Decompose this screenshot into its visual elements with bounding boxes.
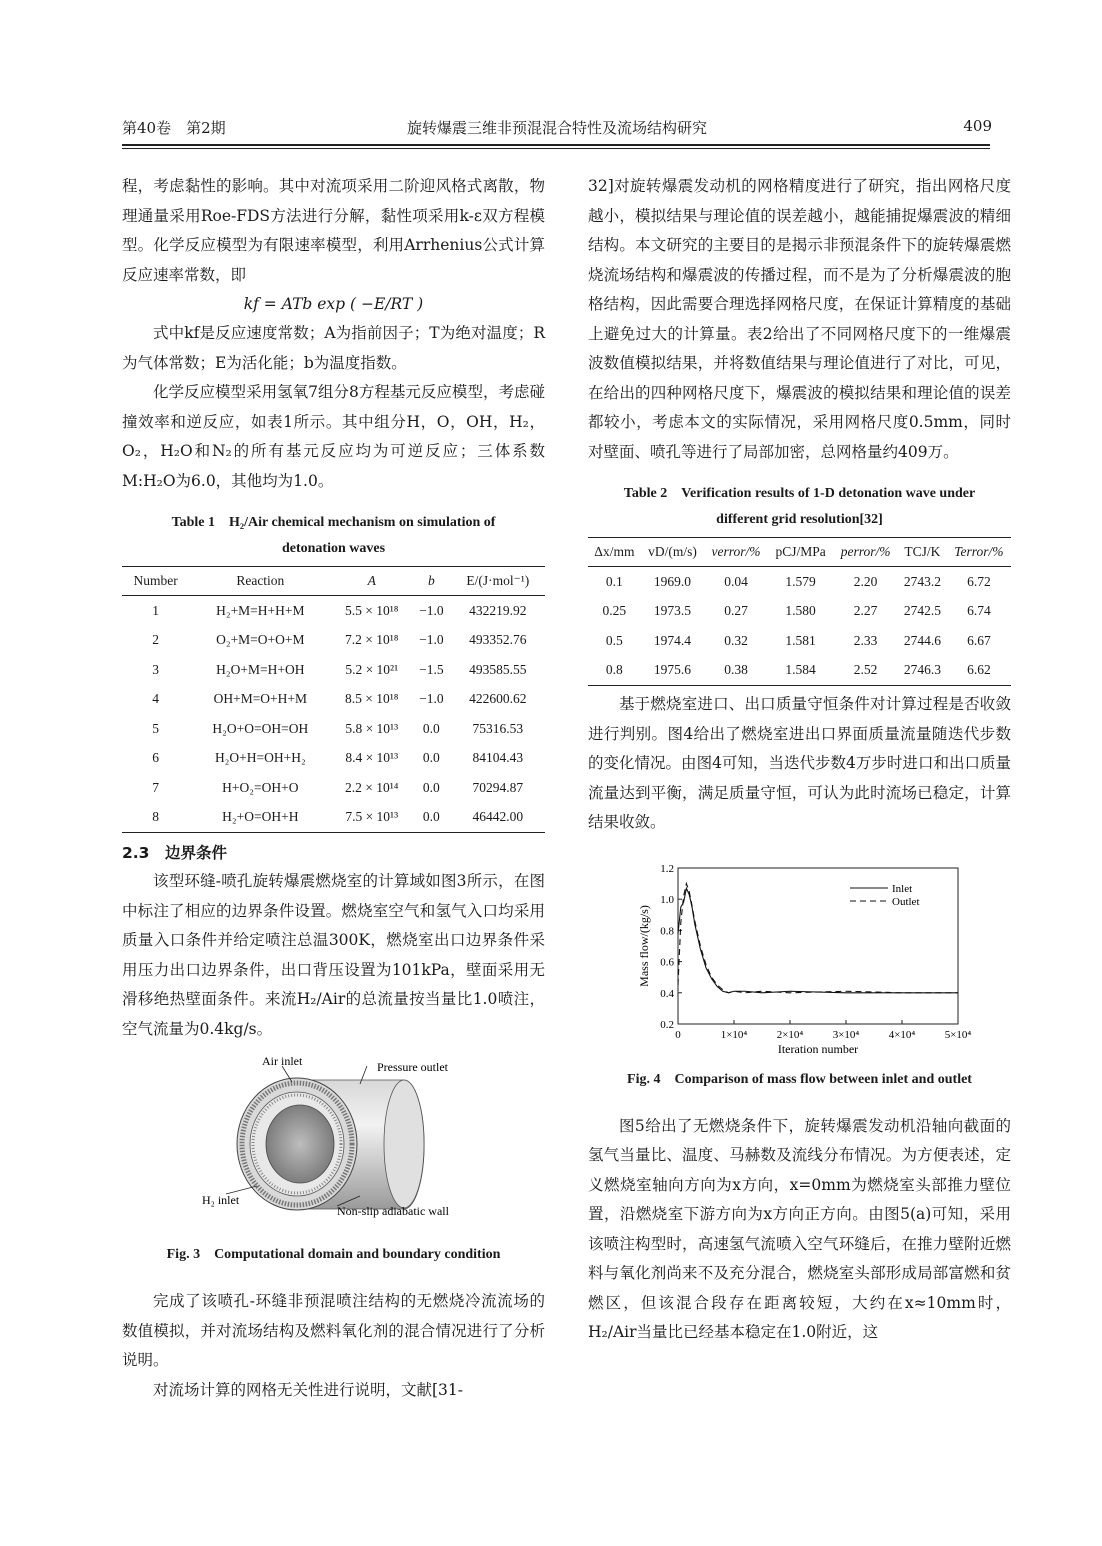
- table-cell: 5: [152, 720, 159, 736]
- column-header: A: [367, 573, 376, 588]
- left-column: [122, 172, 545, 1405]
- x-axis-label: Iteration number: [777, 1041, 859, 1056]
- table-cell: 3: [152, 661, 159, 677]
- table-cell: 0.1: [605, 573, 623, 589]
- right-column: [588, 172, 1011, 1348]
- table-cell: 422600.62: [469, 691, 527, 707]
- column-header: b: [427, 573, 435, 588]
- column-header: Reaction: [236, 573, 285, 588]
- table-cell: 1.580: [785, 603, 816, 619]
- figure4-mass-flow-chart: [588, 856, 1011, 1056]
- paragraph: 式中kf是反应速度常数；A为指前因子；T为绝对温度；R为气体常数；E为活化能；b为温度指数。: [122, 324, 545, 372]
- running-title: 旋转爆震三维非预混混合特性及流场结构研究: [406, 119, 707, 137]
- table-cell: 1969.0: [653, 573, 692, 589]
- x-tick-label: 2×10⁴: [776, 1028, 804, 1041]
- table-cell: 8: [152, 809, 159, 825]
- table-cell: 0.0: [422, 779, 440, 795]
- column-header: E/(J·mol⁻¹): [466, 573, 530, 588]
- y-axis-label: Mass flow/(kg/s): [637, 904, 651, 987]
- table-cell: 493352.76: [469, 632, 527, 648]
- outlet-face: [384, 1080, 424, 1208]
- inner-hole: [266, 1105, 334, 1183]
- y-tick-label: 0.4: [660, 987, 674, 1000]
- header-rule-thin: [122, 148, 990, 149]
- table-cell: 2.52: [853, 662, 878, 678]
- figure3-caption: Fig. 3 Computational domain and boundary condition: [166, 1247, 501, 1262]
- table-cell: H+O₂=OH+O: [222, 779, 299, 795]
- paragraph: 化学反应模型采用氢氧7组分8方程基元反应模型，考虑碰撞效率和逆反应，如表1所示。其中组分H，O，OH，H₂，O₂，H₂O和N₂的所有基元反应均为可逆反应；三体系数M:H₂O为6.0，其他均为1.0。: [122, 383, 545, 490]
- table-cell: 6: [152, 750, 159, 766]
- column-header: verror/%: [711, 544, 761, 559]
- table-row: [122, 626, 545, 656]
- column-header: Number: [133, 573, 178, 588]
- x-tick-label: 1×10⁴: [720, 1028, 748, 1041]
- table2: [588, 537, 1011, 686]
- table-cell: −1.0: [419, 602, 444, 618]
- table-cell: 8.4 × 10¹³: [345, 750, 399, 766]
- paragraph: 该型环缝-喷孔旋转爆震燃烧室的计算域如图3所示，在图中标注了相应的边界条件设置。燃烧室空气和氢气入口均采用质量入口条件并给定喷注总温300K，燃烧室出口边界条件采用压力出口边界条件，出口背压设置为101kPa，壁面采用无滑移绝热壁面条件。来流H₂/Air的总流量按当量比1.0喷注，空气流量为0.4kg/s。: [122, 872, 545, 1038]
- table2-caption: Table 2 Verification results of 1-D detonation wave under: [623, 486, 976, 501]
- table1: [122, 566, 545, 833]
- table-cell: 84104.43: [472, 750, 524, 766]
- table-cell: 5.8 × 10¹³: [345, 720, 399, 736]
- table-cell: 70294.87: [472, 779, 524, 795]
- paragraph: 完成了该喷孔-环缝非预混喷注结构的无燃烧冷流流场的数值模拟，并对流场结构及燃料氧化剂的混合情况进行了分析说明。: [122, 1292, 545, 1369]
- table-cell: 0.0: [422, 750, 440, 766]
- table2-caption-line2: different grid resolution[32]: [716, 512, 883, 527]
- paragraph: 程，考虑黏性的影响。其中对流项采用二阶迎风格式离散，物理通量采用Roe-FDS方法进行分解，黏性项采用k-ε双方程模型。化学反应模型为有限速率模型，利用Arrhenius公式计算反应速率常数，即: [122, 177, 545, 284]
- pressure-outlet-label: Pressure outlet: [377, 1060, 448, 1074]
- table-cell: 6.67: [967, 632, 991, 648]
- table-cell: 46442.00: [472, 809, 524, 825]
- table-cell: 7: [152, 779, 159, 795]
- table-cell: 4: [152, 691, 159, 707]
- table-cell: −1.5: [419, 661, 444, 677]
- table-cell: 0.0: [422, 720, 440, 736]
- table-header-row: [122, 567, 545, 596]
- table-cell: H₂O+O=OH=OH: [212, 720, 309, 736]
- paragraph: 对流场计算的网格无关性进行说明，文献[31-: [153, 1380, 464, 1399]
- section-heading: 2.3 边界条件: [122, 844, 227, 862]
- page-number: 409: [963, 117, 992, 135]
- column-header: pCJ/MPa: [775, 544, 826, 559]
- table-cell: H₂O+M=H+OH: [216, 661, 305, 677]
- table-row: [122, 714, 545, 744]
- legend-entry-inlet: Inlet: [892, 882, 913, 895]
- table-cell: 0.27: [724, 603, 748, 619]
- table-row: [122, 596, 545, 626]
- table-cell: H₂+M=H+H+M: [216, 602, 305, 618]
- y-tick-label: 0.2: [660, 1018, 674, 1031]
- table-cell: 0.32: [724, 632, 748, 648]
- legend-entry-outlet: Outlet: [892, 895, 920, 908]
- table-row: [122, 744, 545, 774]
- table-cell: 6.62: [967, 662, 991, 678]
- paragraph: 图5给出了无燃烧条件下，旋转爆震发动机沿轴向截面的氢气当量比、温度、马赫数及流线分布情况。为方便表述，定义燃烧室轴向方向为x方向，x=0mm为燃烧室头部推力壁位置，沿燃烧室下游方向为x方向正方向。由图5(a)可知，采用该喷注构型时，高速氢气流喷入空气环缝后，在推力壁附近燃料与氧化剂尚来不及充分混合，燃烧室头部形成局部富燃和贫燃区，但该混合段存在距离较短，大约在x≈10mm时，H₂/Air当量比已经基本稳定在1.0附近，这: [588, 1116, 1011, 1341]
- table-row: [588, 656, 1011, 686]
- column-header: Δx/mm: [594, 544, 635, 559]
- table-cell: 2742.5: [903, 603, 941, 619]
- table-cell: 2746.3: [903, 662, 941, 678]
- table-cell: 2743.2: [903, 573, 941, 589]
- y-tick-label: 1.2: [660, 862, 674, 875]
- table-row: [122, 655, 545, 685]
- air-inlet-label: Air inlet: [262, 1054, 303, 1068]
- table-cell: 6.74: [967, 603, 991, 619]
- column-header: TCJ/K: [904, 544, 941, 559]
- table-cell: 493585.55: [469, 661, 527, 677]
- table-cell: 1: [152, 602, 159, 618]
- table-cell: 8.5 × 10¹⁸: [344, 691, 399, 707]
- table-row: [588, 626, 1011, 656]
- header-rule-thick: [122, 144, 990, 146]
- h2-inlet-label: H₂ inlet: [202, 1193, 240, 1207]
- table-cell: OH+M=O+H+M: [213, 691, 308, 707]
- x-tick-label: 0: [675, 1028, 681, 1041]
- table-cell: 7.2 × 10¹⁸: [344, 632, 399, 648]
- table-cell: 2744.6: [903, 632, 941, 648]
- paragraph: 32]对旋转爆震发动机的网格精度进行了研究，指出网格尺度越小，模拟结果与理论值的误差越小，越能捕捉爆震波的精细结构。本文研究的主要目的是揭示非预混条件下的旋转爆震燃烧流场结构和爆震波的传播过程，而不是为了分析爆震波的胞格结构，因此需要合理选择网格尺度，在保证计算精度的基础上避免过大的计算量。表2给出了不同网格尺度下的一维爆震波数值模拟结果，并将数值结果与理论值进行了对比，可见，在给出的四种网格尺度下，爆震波的模拟结果和理论值的误差都较小，考虑本文的实际情况，采用网格尺度0.5mm，同时对壁面、喷孔等进行了局部加密，总网格量约409万。: [588, 177, 1011, 461]
- table-cell: 0.04: [724, 573, 748, 589]
- paragraph: 基于燃烧室进口、出口质量守恒条件对计算过程是否收敛进行判别。图4给出了燃烧室进出口界面质量流量随迭代步数的变化情况。由图4可知，当迭代步数4万步时进口和出口质量流量达到平衡，满足质量守恒，可认为此时流场已稳定，计算结果收敛。: [588, 695, 1011, 831]
- figure3-domain: [122, 1054, 545, 1239]
- table-cell: 2: [152, 632, 159, 648]
- table-cell: 2.27: [853, 603, 878, 619]
- table1-caption-line2: detonation waves: [281, 541, 386, 556]
- table-cell: 5.2 × 10²¹: [345, 661, 399, 677]
- table-cell: O₂+M=O+O+M: [216, 632, 305, 648]
- table-row: [588, 567, 1011, 597]
- plot-frame: [678, 868, 958, 1024]
- x-tick-label: 3×10⁴: [832, 1028, 860, 1041]
- table-cell: 0.8: [605, 662, 623, 678]
- table-row: [588, 597, 1011, 627]
- column-header: perror/%: [840, 544, 891, 559]
- table-cell: H₂+O=OH+H: [222, 809, 299, 825]
- column-header: vD/(m/s): [648, 544, 697, 559]
- table-cell: H₂O+H=OH+H₂: [214, 750, 306, 766]
- table-row: [122, 773, 545, 803]
- table-cell: 2.33: [853, 632, 878, 648]
- table-cell: 5.5 × 10¹⁸: [344, 602, 399, 618]
- y-tick-label: 0.6: [660, 956, 674, 969]
- table-cell: 1.581: [785, 632, 816, 648]
- table-cell: 0.25: [602, 603, 627, 619]
- table1-caption: Table 1 H₂/Air chemical mechanism on simulation of: [171, 515, 496, 530]
- wall-label: Non-slip adiabatic wall: [337, 1204, 449, 1218]
- table-cell: 1973.5: [653, 603, 692, 619]
- table-cell: −1.0: [419, 632, 444, 648]
- table-cell: 1975.6: [653, 662, 692, 678]
- table-cell: 6.72: [967, 573, 991, 589]
- y-tick-label: 1.0: [660, 893, 674, 906]
- table-cell: 2.20: [853, 573, 878, 589]
- table-cell: 75316.53: [472, 720, 524, 736]
- column-header: Terror/%: [954, 544, 1004, 559]
- table-row: [122, 685, 545, 715]
- y-tick-label: 0.8: [660, 924, 674, 937]
- journal-volume: 第40卷 第2期: [122, 119, 226, 137]
- table-cell: 432219.92: [469, 602, 527, 618]
- table-cell: 1.579: [785, 573, 816, 589]
- table-cell: −1.0: [419, 691, 444, 707]
- table-cell: 2.2 × 10¹⁴: [344, 779, 399, 795]
- table-cell: 0.38: [724, 662, 748, 678]
- table-row: [122, 803, 545, 833]
- table-cell: 7.5 × 10¹³: [345, 809, 399, 825]
- table-cell: 0.5: [605, 632, 623, 648]
- table-cell: 1.584: [785, 662, 816, 678]
- table-cell: 1974.4: [653, 632, 692, 648]
- table-header-row: [588, 538, 1011, 567]
- running-header: [122, 117, 992, 147]
- table-cell: 0.0: [422, 809, 440, 825]
- x-tick-label: 4×10⁴: [888, 1028, 916, 1041]
- x-tick-label: 5×10⁴: [944, 1028, 972, 1041]
- arrhenius-formula: kf = ATb exp ( −E/RT ): [243, 295, 424, 313]
- figure4-caption: Fig. 4 Comparison of mass flow between inlet and outlet: [627, 1071, 972, 1087]
